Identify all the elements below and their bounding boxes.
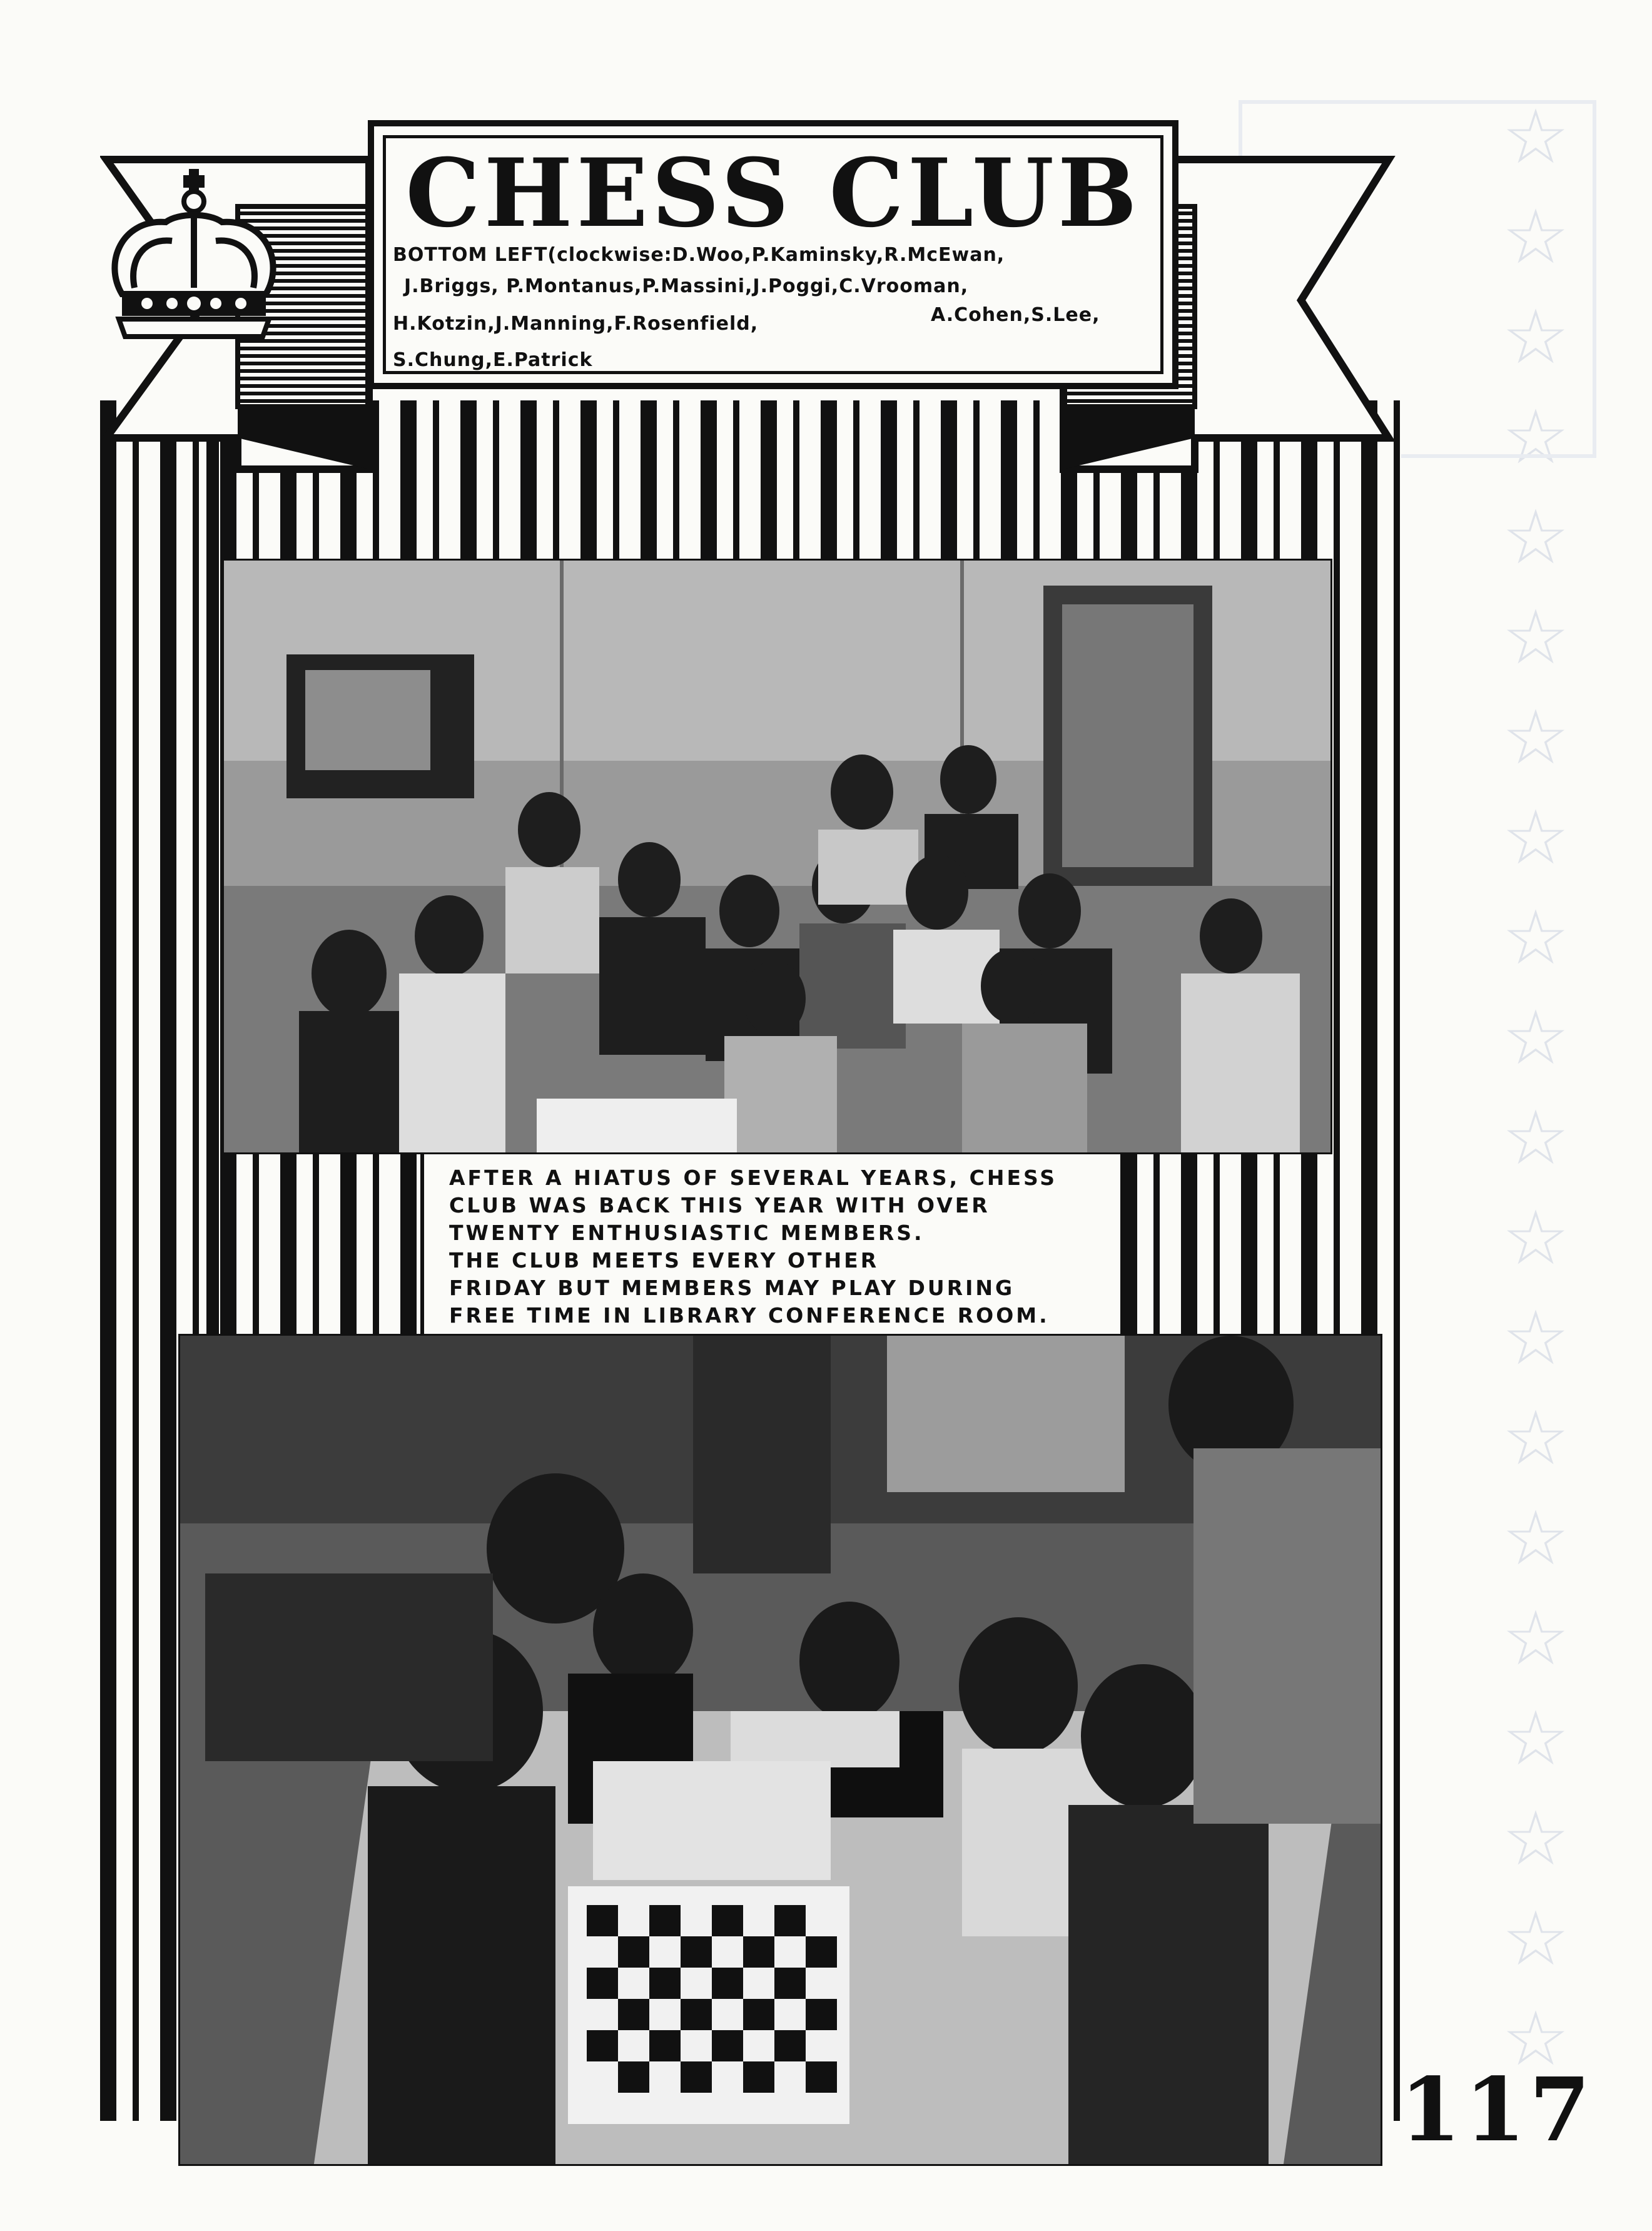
ghost-star-border: ☆ ☆ ☆ ☆ ☆ ☆ ☆ ☆ ☆ ☆ ☆ ☆ ☆ ☆ ☆ ☆ ☆ ☆ ☆ ☆ — [1502, 94, 1569, 2083]
caption-line-2: J.Briggs, P.Montanus,P.Massini,J.Poggi,C.Vrooman, — [404, 275, 969, 297]
page-title: CHESS CLUB — [405, 138, 1141, 248]
note-line-1: AFTER A HIATUS OF SEVERAL YEARS, CHESS — [449, 1166, 1058, 1190]
page-number: 117 — [1400, 2059, 1594, 2162]
club-description — [420, 1154, 1124, 1336]
caption-line-5: S.Chung,E.Patrick — [393, 349, 593, 371]
note-line-4: THE CLUB MEETS EVERY OTHER — [449, 1248, 879, 1273]
chess-game-photo-scene — [180, 1336, 1382, 2166]
note-line-3: TWENTY ENTHUSIASTIC MEMBERS. — [449, 1221, 925, 1245]
crown-icon — [97, 169, 291, 357]
note-line-2: CLUB WAS BACK THIS YEAR WITH OVER — [449, 1193, 990, 1217]
group-photo-scene — [224, 561, 1332, 1154]
caption-line-4: A.Cohen,S.Lee, — [931, 304, 1100, 326]
caption-line-1: BOTTOM LEFT(clockwise:D.Woo,P.Kaminsky,R.McEwan, — [393, 244, 1005, 266]
group-photo — [222, 559, 1332, 1154]
title-plate — [368, 120, 1178, 389]
chess-game-photo — [178, 1334, 1382, 2166]
note-line-5: FRIDAY BUT MEMBERS MAY PLAY DURING — [449, 1276, 1015, 1300]
caption-line-3: H.Kotzin,J.Manning,F.Rosenfield, — [393, 313, 759, 335]
note-line-6: FREE TIME IN LIBRARY CONFERENCE ROOM. — [449, 1303, 1050, 1328]
